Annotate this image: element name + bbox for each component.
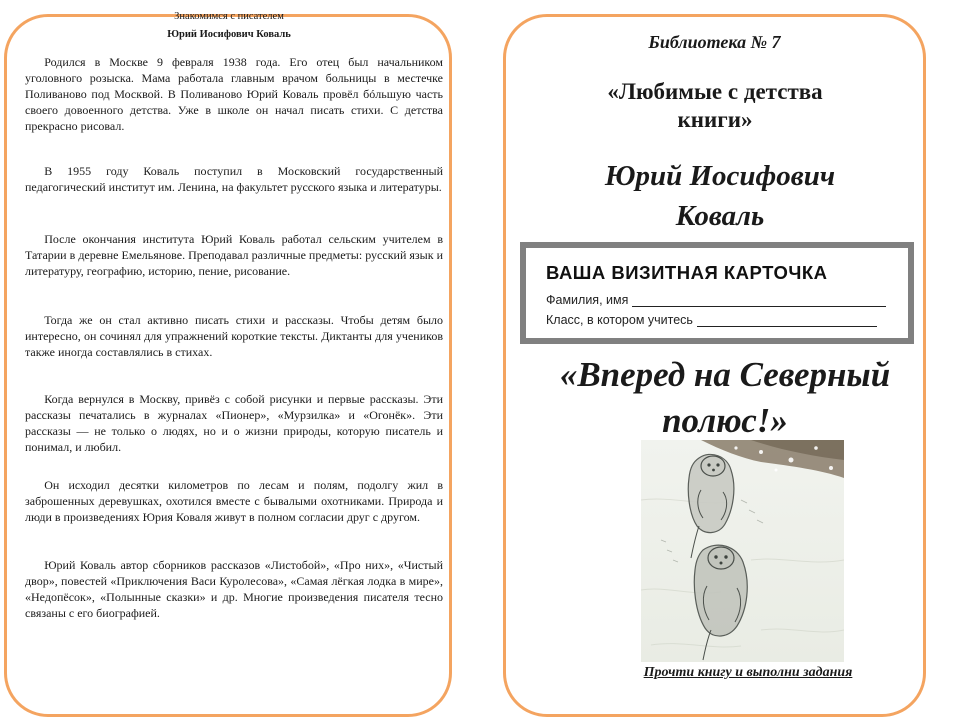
bio-paragraph: Тогда же он стал активно писать стихи и рассказы. Чтобы детям было интересно, он сочинял для упражнений короткие тексты. Диктанты для учеников также иногда составлялись в стихах. (25, 313, 443, 359)
card-name-row (546, 293, 886, 307)
otters-in-snow-illustration (641, 440, 844, 662)
footer-instruction: Прочти книгу и выполни задания (643, 665, 853, 680)
card-class-label: Класс, в котором учитесь (546, 313, 693, 327)
bio-paragraph: Родился в Москве 9 февраля 1938 года. Его отец был начальником уголовного розыска. Мама работала главным врачом больницы в местечке Поливаново под Москвой. В Поливаново Юрий Коваль провёл бóльшую часть своего довоенного детства. Уже в школе он начал писать стихи. С детства прекрасно рисовал. (25, 55, 443, 133)
bio-paragraph: После окончания института Юрий Коваль работал сельским учителем в Татарии в деревне Емельянове. Преподавал различные предметы: русский язык и литературу, географию, историю, пение, рисование. (25, 232, 443, 278)
bio-paragraph: Он исходил десятки километров по лесам и полям, подолгу жил в заброшенных деревушках, охотился вместе с бывалыми охотниками. Природа и люди в произведениях Юрия Коваля живут в полном согласии друг с другом. (25, 478, 443, 524)
card-name-label: Фамилия, имя (546, 293, 629, 307)
intro-heading: Знакомимся с писателем (174, 11, 284, 22)
bio-paragraph: Когда вернулся в Москву, привёз с собой рисунки и первые рассказы. Эти рассказы печатались в журналах «Пионер», «Мурзилка» и «Огонёк». Эти рассказы — не только о людях, но и о жизни природы, которую писатель и понимал, и любил. (25, 392, 443, 454)
class-input-line[interactable] (697, 314, 877, 327)
bio-paragraph: В 1955 году Коваль поступил в Московский государственный педагогический институт им. Ленина, на факультет русского языка и литературы. (25, 164, 443, 194)
bio-paragraph: Юрий Коваль автор сборников рассказов «Листобой», «Про них», «Чистый двор», повестей «Приключения Васи Куролесова», «Самая лёгкая лодка в мире», «Недопёсок», «Полынные сказки» и др. Многие произведения писателя тесно связаны с его биографией. (25, 558, 443, 620)
cover-author-first-line: Юрий Иосифович (604, 160, 836, 192)
card-class-row (546, 313, 877, 327)
author-name-heading: Юрий Иосифович Коваль (167, 29, 291, 40)
cover-author-second-line: Коваль (675, 200, 765, 232)
name-input-line[interactable] (632, 294, 886, 307)
library-title: Библиотека № 7 (648, 32, 781, 52)
card-title: ВАША ВИЗИТНАЯ КАРТОЧКА (546, 262, 828, 283)
series-title: «Любимые с детства книги» (607, 79, 823, 132)
business-card-box (520, 242, 914, 344)
book-title: «Вперед на Северный полюс!» (559, 355, 891, 440)
cover-author (560, 156, 880, 236)
